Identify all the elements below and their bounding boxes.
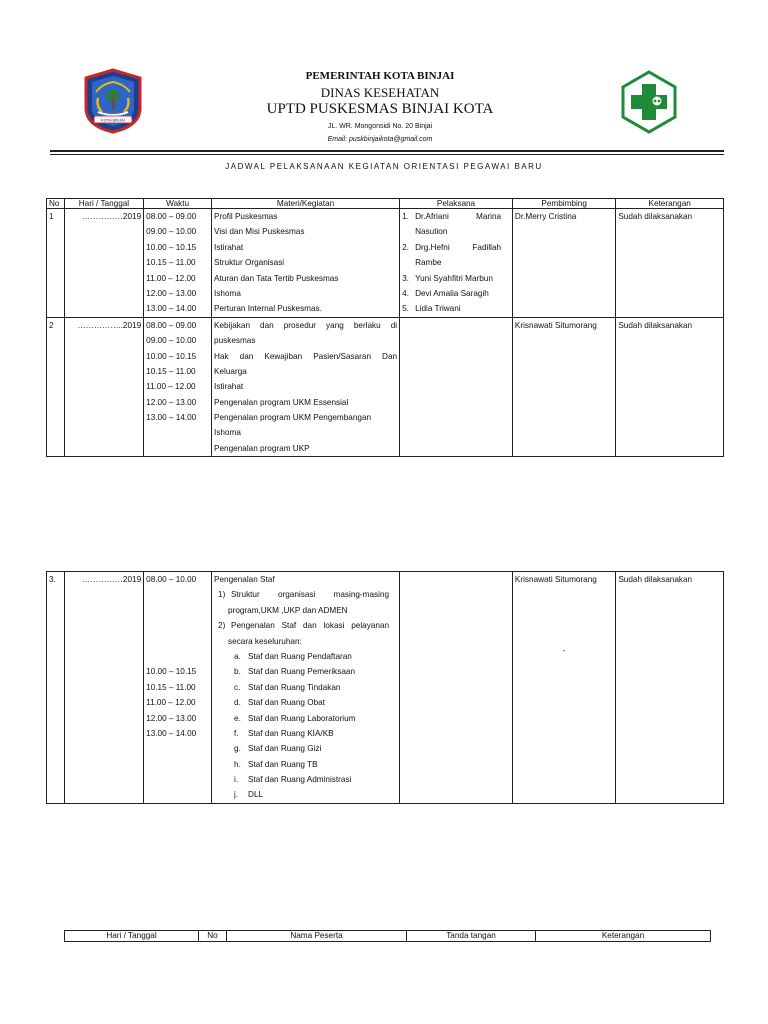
time-slot: 08.00 – 10.00 bbox=[146, 575, 197, 584]
executor-item: 2. Drg.Hefni Fadillah bbox=[402, 242, 502, 252]
row-pembimbing: Dr.Merry Cristina bbox=[512, 209, 615, 318]
time-slot: 12.00 – 13.00 bbox=[146, 713, 197, 723]
activity-item: Visi dan Misi Puskesmas bbox=[214, 227, 305, 237]
row-waktu bbox=[144, 317, 212, 457]
row-materi bbox=[212, 572, 400, 804]
executor-item-cont: Nasution bbox=[415, 227, 448, 237]
government-name: PEMERINTAH KOTA BINJAI bbox=[305, 70, 455, 82]
schedule-table bbox=[46, 198, 724, 457]
activity-item-cont: program,UKM ,UKP dan ADMEN bbox=[228, 605, 348, 615]
activity-item: Istirahat bbox=[214, 242, 244, 252]
row-hari: ……………2019 bbox=[64, 209, 143, 318]
row-no: 1 bbox=[47, 209, 65, 318]
time-slot: 09.00 – 10.00 bbox=[146, 227, 197, 237]
col-header-pembimbing: Pembimbing bbox=[512, 199, 615, 209]
time-slot: 08.00 – 09.00 bbox=[146, 320, 197, 330]
activity-item: Ishoma bbox=[214, 428, 241, 438]
time-slot: 13.00 – 14.00 bbox=[146, 413, 197, 423]
activity-item-cont: secara keseluruhan: bbox=[228, 636, 302, 646]
time-slot: 10.15 – 11.00 bbox=[146, 258, 196, 268]
sub-item: d. Staf dan Ruang Obat bbox=[234, 698, 325, 708]
table-row bbox=[47, 572, 724, 804]
att-header-ttd: Tanda tangan bbox=[407, 931, 536, 942]
seal-banner-text: KOTA BINJAI bbox=[101, 117, 125, 123]
att-header-nama: Nama Peserta bbox=[227, 931, 407, 942]
activity-item: Pengenalan program UKM Pengembangan bbox=[214, 413, 372, 423]
sub-item: b. Staf dan Ruang Pemeriksaan bbox=[234, 667, 356, 677]
activity-item: Hak dan Kewajiban Pasien/Sasaran Dan bbox=[214, 351, 398, 361]
attendance-header-row bbox=[65, 931, 711, 942]
activity-item: Kebijakan dan prosedur yang berlaku di bbox=[214, 320, 398, 330]
time-slot bbox=[146, 587, 209, 602]
time-slot: 10.15 – 11.00 bbox=[146, 682, 196, 692]
table-row bbox=[47, 317, 724, 457]
row-keterangan: Sudah dilaksanakan bbox=[616, 317, 724, 457]
email-line: Email: puskbinjaikota@gmail.com bbox=[327, 136, 433, 143]
activity-item: Pengenalan program UKP bbox=[214, 443, 310, 453]
time-slot bbox=[146, 649, 209, 664]
table-header-row bbox=[47, 199, 724, 209]
executor-item: 1. Dr.Afriani Marina bbox=[402, 212, 502, 221]
activity-item: Struktur Organisasi bbox=[214, 258, 285, 268]
puskesmas-name: UPTD PUSKESMAS BINJAI KOTA bbox=[266, 101, 494, 117]
sub-item: h. Staf dan Ruang TB bbox=[234, 759, 318, 769]
row-pembimbing: Krisnawati Situmorang bbox=[512, 317, 615, 457]
activity-item: Ishoma bbox=[214, 288, 241, 298]
executor-item: 5. Lidia Triwani bbox=[402, 304, 461, 314]
time-slot: 12.00 – 13.00 bbox=[146, 288, 197, 298]
activity-item: Istirahat bbox=[214, 382, 244, 392]
time-slot: 10.15 – 11.00 bbox=[146, 366, 196, 376]
time-slot: 10.00 – 10.15 bbox=[146, 351, 197, 361]
time-slot: 10.00 – 10.15 bbox=[146, 667, 197, 677]
row-no: 3. bbox=[47, 572, 65, 804]
schedule-table-continued bbox=[46, 571, 724, 804]
time-slot: 11.00 – 12.00 bbox=[146, 273, 196, 283]
activity-item-cont: puskesmas bbox=[214, 336, 256, 346]
activity-item: Aturan dan Tata Tertib Puskesmas bbox=[214, 273, 339, 283]
col-header-keterangan: Keterangan bbox=[616, 199, 724, 209]
document-title: JADWAL PELAKSANAAN KEGIATAN ORIENTASI PEGAWAI BARU bbox=[225, 162, 543, 171]
sub-item: f. Staf dan Ruang KIA/KB bbox=[234, 728, 334, 738]
sub-item: e. Staf dan Ruang Laboratorium bbox=[234, 713, 356, 723]
time-slot: 10.00 – 10.15 bbox=[146, 242, 197, 252]
att-header-hari: Hari / Tanggal bbox=[65, 931, 199, 942]
att-header-ket: Keterangan bbox=[536, 931, 711, 942]
time-slot bbox=[146, 618, 209, 633]
sub-item: g. Staf dan Ruang Gizi bbox=[234, 744, 322, 754]
activity-item: 2) Pengenalan Staf dan lokasi pelayanan bbox=[218, 621, 390, 631]
time-slot: 11.00 – 12.00 bbox=[146, 382, 196, 392]
header-rule-thick bbox=[50, 150, 724, 152]
row-waktu bbox=[144, 209, 212, 318]
time-slot: 13.00 – 14.00 bbox=[146, 304, 197, 314]
row-pelaksana bbox=[400, 317, 513, 457]
department-name: DINAS KESEHATAN bbox=[320, 85, 440, 100]
row-keterangan: Sudah dilaksanakan bbox=[616, 209, 724, 318]
time-slot bbox=[146, 634, 209, 649]
sub-item: i. Staf dan Ruang Administrasi bbox=[234, 775, 352, 785]
dash-mark: - bbox=[562, 646, 566, 656]
activity-title: Pengenalan Staf bbox=[214, 575, 275, 584]
row-hari: ……………..2019 bbox=[64, 317, 143, 457]
col-header-hari: Hari / Tanggal bbox=[64, 199, 143, 209]
attendance-table bbox=[64, 930, 711, 942]
sub-item: a. Staf dan Ruang Pendaftaran bbox=[234, 651, 352, 661]
address-line: JL. WR. Mongonsidi No. 20 Binjai bbox=[327, 123, 433, 130]
row-pembimbing: Krisnawati Situmorang - bbox=[512, 572, 615, 804]
executor-item: 3. Yuni Syahfitri Marbun bbox=[402, 273, 493, 283]
activity-item: Profil Puskesmas bbox=[214, 212, 278, 221]
row-pelaksana bbox=[400, 572, 513, 804]
time-slot: 12.00 – 13.00 bbox=[146, 397, 197, 407]
activity-item: Pengenalan program UKM Essensial bbox=[214, 397, 349, 407]
sub-item: j. DLL bbox=[234, 790, 264, 800]
row-hari: ……………2019 bbox=[64, 572, 143, 804]
row-materi bbox=[212, 317, 400, 457]
col-header-materi: Materi/Kegiatan bbox=[212, 199, 400, 209]
row-no: 2 bbox=[47, 317, 65, 457]
kota-binjai-seal-logo bbox=[82, 68, 144, 134]
time-slot bbox=[146, 603, 209, 618]
row-materi bbox=[212, 209, 400, 318]
row-keterangan: Sudah dilaksanakan bbox=[616, 572, 724, 804]
activity-item: 1) Struktur organisasi masing-masing bbox=[218, 590, 390, 600]
row-pelaksana bbox=[400, 209, 513, 318]
col-header-pelaksana: Pelaksana bbox=[400, 199, 513, 209]
sub-item: c. Staf dan Ruang Tindakan bbox=[234, 682, 341, 692]
table-row bbox=[47, 209, 724, 318]
time-slot: 08.00 – 09.00 bbox=[146, 212, 197, 221]
att-header-no: No bbox=[199, 931, 227, 942]
puskesmas-logo bbox=[620, 70, 678, 134]
executor-item-cont: Rambe bbox=[415, 258, 442, 268]
time-slot: 11.00 – 12.00 bbox=[146, 698, 196, 708]
activity-item-cont: Keluarga bbox=[214, 366, 247, 376]
header-rule-thin bbox=[50, 154, 724, 155]
col-header-no: No bbox=[47, 199, 65, 209]
time-slot: 13.00 – 14.00 bbox=[146, 728, 197, 738]
col-header-waktu: Waktu bbox=[144, 199, 212, 209]
activity-item: Perturan Internal Puskesmas. bbox=[214, 304, 322, 314]
time-slot: 09.00 – 10.00 bbox=[146, 336, 197, 346]
row-waktu bbox=[144, 572, 212, 804]
executor-item: 4. Devi Amalia Saragih bbox=[402, 288, 489, 298]
